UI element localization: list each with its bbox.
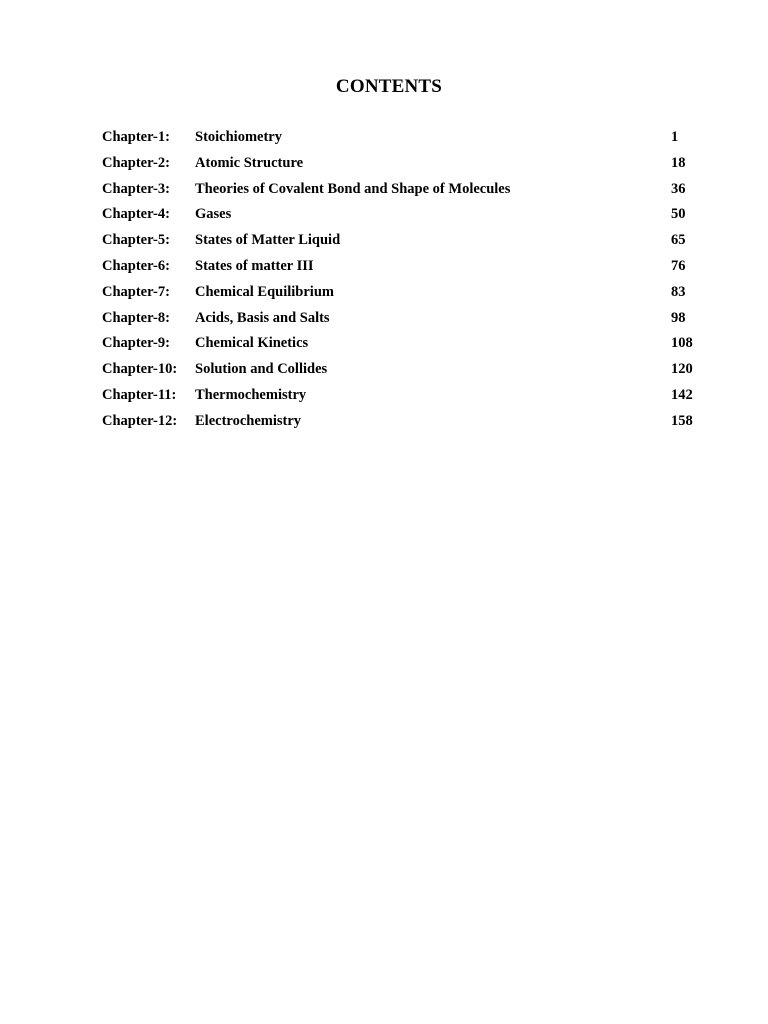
chapter-number: Chapter-11: (102, 386, 177, 403)
chapter-title: Stoichiometry (195, 129, 282, 145)
chapter-number: Chapter-8: (102, 309, 170, 326)
toc-entry (102, 230, 722, 256)
chapter-title: Atomic Structure (195, 154, 304, 171)
chapter-title: States of matter III (195, 257, 314, 274)
chapter-title: Thermochemistry (195, 386, 307, 403)
chapter-title: Chemical Equilibrium (195, 283, 334, 300)
page-number: 50 (671, 206, 686, 223)
toc-entry (102, 385, 722, 411)
toc-entry (102, 333, 722, 359)
toc-entry (102, 282, 722, 308)
chapter-number: Chapter-2: (102, 154, 170, 171)
chapter-title: Theories of Covalent Bond and Shape of Molecules (195, 180, 511, 197)
page-number: 120 (671, 361, 693, 378)
page-number: 18 (671, 154, 686, 171)
toc-entry (102, 359, 722, 385)
chapter-number: Chapter-3: (102, 180, 170, 197)
page-number: 98 (671, 309, 686, 326)
table-of-contents (102, 127, 722, 437)
chapter-title: Electrochemistry (195, 412, 302, 429)
chapter-title: Acids, Basis and Salts (195, 309, 330, 326)
chapter-number: Chapter-12: (102, 412, 178, 429)
chapter-number: Chapter-10: (102, 361, 178, 378)
chapter-number: Chapter-4: (102, 206, 170, 223)
toc-entry (102, 179, 722, 205)
page-number: 65 (671, 232, 686, 249)
page-number: 36 (671, 180, 686, 197)
chapter-number: Chapter-9: (102, 335, 170, 352)
toc-entry (102, 204, 722, 230)
chapter-title: States of Matter Liquid (195, 232, 341, 249)
chapter-number: Chapter-7: (102, 283, 170, 300)
page-number: 1 (671, 129, 679, 145)
chapter-number: Chapter-6: (102, 257, 170, 274)
chapter-number: Chapter-5: (102, 232, 170, 249)
page-number: 158 (671, 412, 693, 429)
toc-entry (102, 308, 722, 334)
toc-entry (102, 127, 722, 153)
toc-entry (102, 411, 722, 437)
toc-entry (102, 153, 722, 179)
chapter-number: Chapter-1: (102, 129, 170, 145)
toc-entry (102, 256, 722, 282)
page-number: 76 (671, 257, 686, 274)
page-number: 83 (671, 283, 686, 300)
page-title: CONTENTS (335, 76, 443, 97)
chapter-title: Solution and Collides (195, 361, 328, 378)
page-number: 142 (671, 386, 693, 403)
chapter-title: Chemical Kinetics (195, 335, 309, 352)
chapter-title: Gases (195, 206, 232, 223)
page-number: 108 (671, 335, 693, 352)
